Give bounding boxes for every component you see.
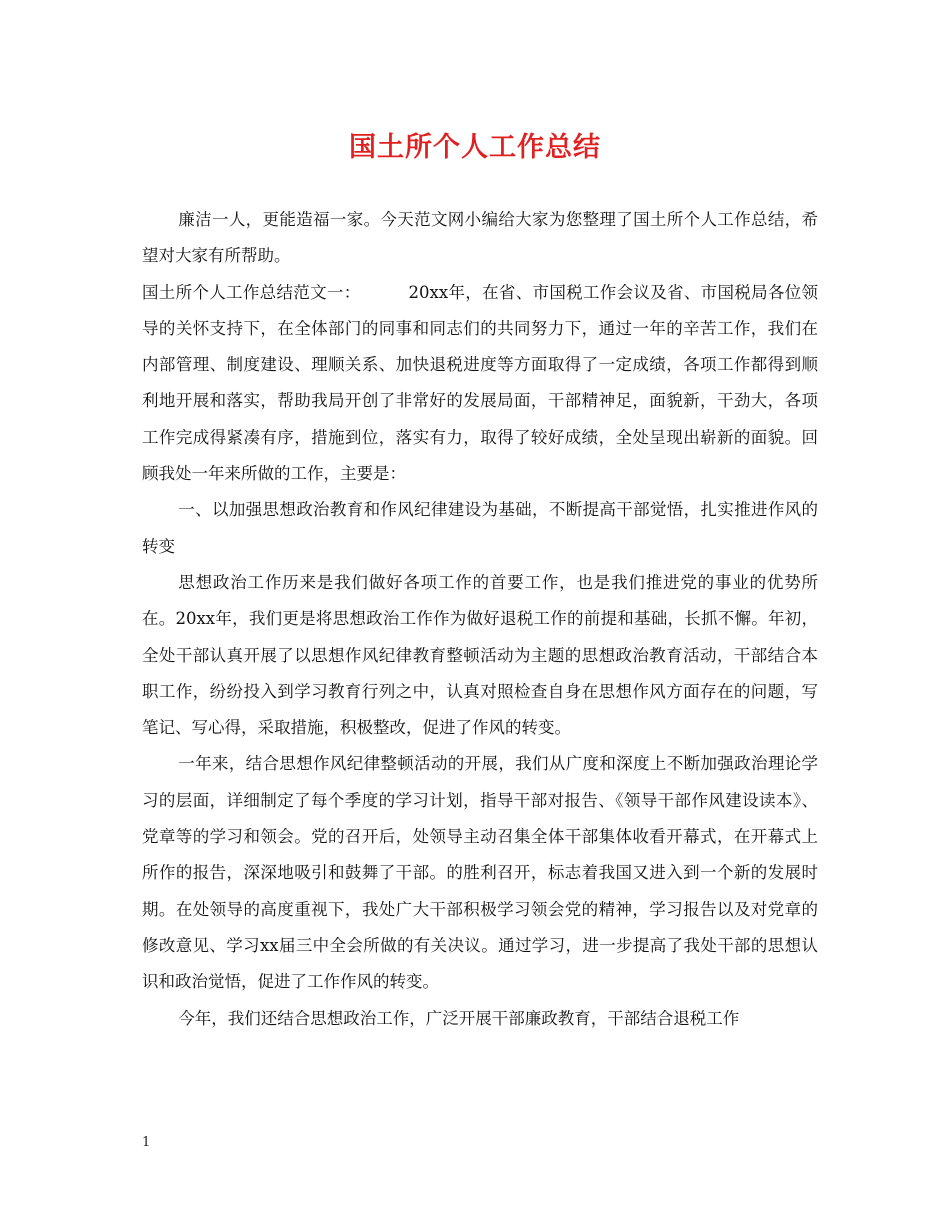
intro-paragraph: 廉洁一人，更能造福一家。今天范文网小编给大家为您整理了国土所个人工作总结，希望对大家有所帮助。 — [142, 210, 818, 266]
sample-paragraph-text: 20xx年，在省、市国税工作会议及省、市国税局各位领导的关怀支持下，在全体部门的同事和同志们的共同努力下，通过一年的辛苦工作，我们在内部管理、制度建设、理顺关系、加快退税进度等方面取得了一定成绩，各项工作都得到顺利地开展和落实，帮助我局开创了非常好的发展局面，干部精神足，面貌新，干劲大，各项工作完成得紧凑有序，措施到位，落实有力，取得了较好成绩，全处呈现出崭新的面貌。回顾我处一年来所做的工作，主要是： — [142, 282, 818, 484]
body-paragraph-2: 一年来，结合思想作风纪律整顿活动的开展，我们从广度和深度上不断加强政治理论学习的层面，详细制定了每个季度的学习计划，指导干部对报告、《领导干部作风建设读本》、党章等的学习和领会。党的召开后，处领导主动召集全体干部集体收看开幕式，在开幕式上所作的报告，深深地吸引和鼓舞了干部。的胜利召开，标志着我国又进入到一个新的发展时期。在处领导的高度重视下，我处广大干部积极学习领会党的精神，学习报告以及对党章的修改意见、学习xx届三中全会所做的有关决议。通过学习，进一步提高了我处干部的思想认识和政治觉悟，促进了工作作风的转变。 — [142, 754, 818, 992]
document-title: 国土所个人工作总结 — [349, 132, 601, 163]
page-number: 1 — [142, 1135, 151, 1150]
body-paragraph-3: 今年，我们还结合思想政治工作，广泛开展干部廉政教育，干部结合退税工作 — [178, 1008, 740, 1028]
document-body — [142, 202, 818, 1037]
body-paragraph-1: 思想政治工作历来是我们做好各项工作的首要工作，也是我们推进党的事业的优势所在。20xx年，我们更是将思想政治工作作为做好退税工作的前提和基础，长抓不懈。年初，全处干部认真开展了以思想作风纪律教育整顿活动为主题的思想政治教育活动，干部结合本职工作，纷纷投入到学习教育行列之中，认真对照检查自身在思想作风方面存在的问题，写笔记、写心得，采取措施，积极整改，促进了作风的转变。 — [142, 572, 818, 738]
section-heading-1: 一、以加强思想政治教育和作风纪律建设为基础，不断提高干部觉悟，扎实推进作风的转变 — [142, 500, 818, 556]
sample-label: 国土所个人工作总结范文一： — [142, 282, 361, 302]
sample-paragraph — [142, 275, 818, 493]
